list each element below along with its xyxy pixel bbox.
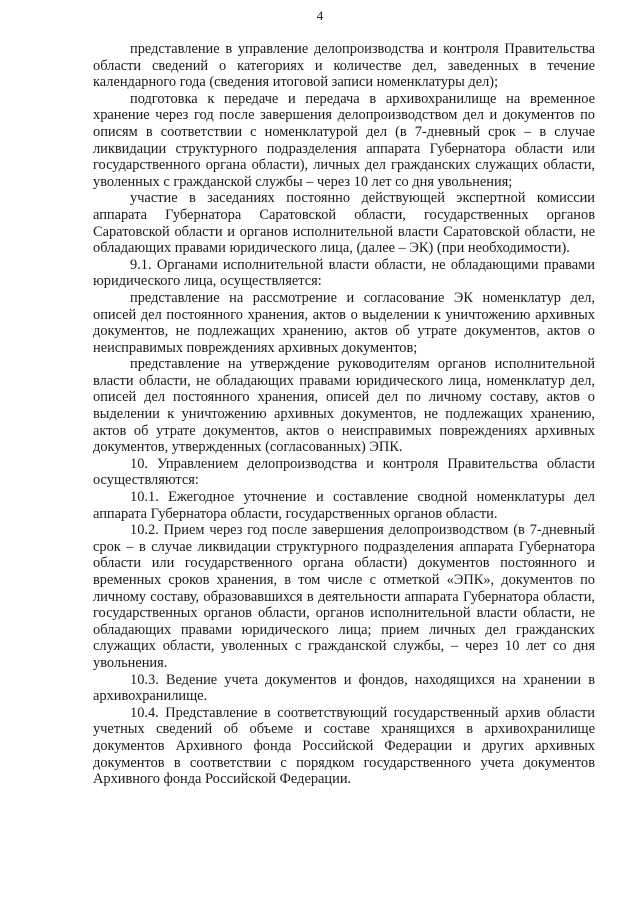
document-body [93, 41, 595, 788]
page-number: 4 [316, 8, 324, 23]
paragraph: 10.2. Прием через год после завершения делопроизводством (в 7-дневный срок – в случае ликвидации структурного подразделения аппарата Губернатора области или государственного органа области) документов постоянного и временных сроков хранения, в том числе с отметкой «ЭПК», документов по личному составу, образовавшихся в деятельности аппарата Губернатора области, государственных органов области, органов исполнительной власти области, не обладающих правами юридического лица; прием личных дел гражданских служащих области, уволенных с гражданской службы, – через 10 лет со дня увольнения. [93, 522, 595, 671]
paragraph: 10. Управлением делопроизводства и контроля Правительства области осуществляются: [93, 455, 595, 489]
paragraph: представление на рассмотрение и согласование ЭК номенклатур дел, описей дел постоянного хранения, актов о выделении к уничтожению архивных документов, не подлежащих хранению, актов об утрате документов, актов о неисправимых повреждениях архивных документов; [93, 289, 595, 356]
paragraph: 9.1. Органами исполнительной власти области, не обладающими правами юридического лица, осуществляется: [93, 256, 595, 290]
paragraph: 10.4. Представление в соответствующий государственный архив области учетных сведений об объеме и составе хранящихся в архивохранилище документов Архивного фонда Российской Федерации и других архивных документов в соответствии с порядком государственного учета документов Архивного фонда Российской Федерации. [93, 704, 595, 788]
paragraph: 10.3. Ведение учета документов и фондов, находящихся на хранении в архивохранилище. [93, 671, 595, 705]
paragraph: участие в заседаниях постоянно действующей экспертной комиссии аппарата Губернатора Саратовской области, государственных органов Саратовской области и органов исполнительной власти Саратовской области, не обладающих правами юридического лица, (далее – ЭК) (при необходимости). [93, 190, 595, 257]
paragraph: 10.1. Ежегодное уточнение и составление сводной номенклатуры дел аппарата Губернатора области, государственных органов области. [93, 489, 595, 522]
paragraph: представление в управление делопроизводства и контроля Правительства области сведений о категориях и количестве дел, заведенных в течение календарного года (сведения итоговой записи номенклатуры дел); [93, 41, 595, 91]
paragraph: представление на утверждение руководителям органов исполнительной власти области, не обладающих правами юридического лица, номенклатур дел, описей дел постоянного хранения, описей дел по личному составу, актов о выделении к уничтожению архивных документов, не подлежащих хранению, актов об утрате документов, актов о неисправимых повреждениях архивных документов, утвержденных (согласованных) ЭПК. [93, 356, 595, 456]
paragraph: подготовка к передаче и передача в архивохранилище на временное хранение через год после завершения делопроизводством дел и документов по описям в соответствии с номенклатурой дел (в 7-дневный срок – в случае ликвидации структурного подразделения аппарата Губернатора области или государственного органа области), личных дел гражданских служащих области, уволенных с гражданской службы – через 10 лет со дня увольнения; [93, 90, 595, 190]
